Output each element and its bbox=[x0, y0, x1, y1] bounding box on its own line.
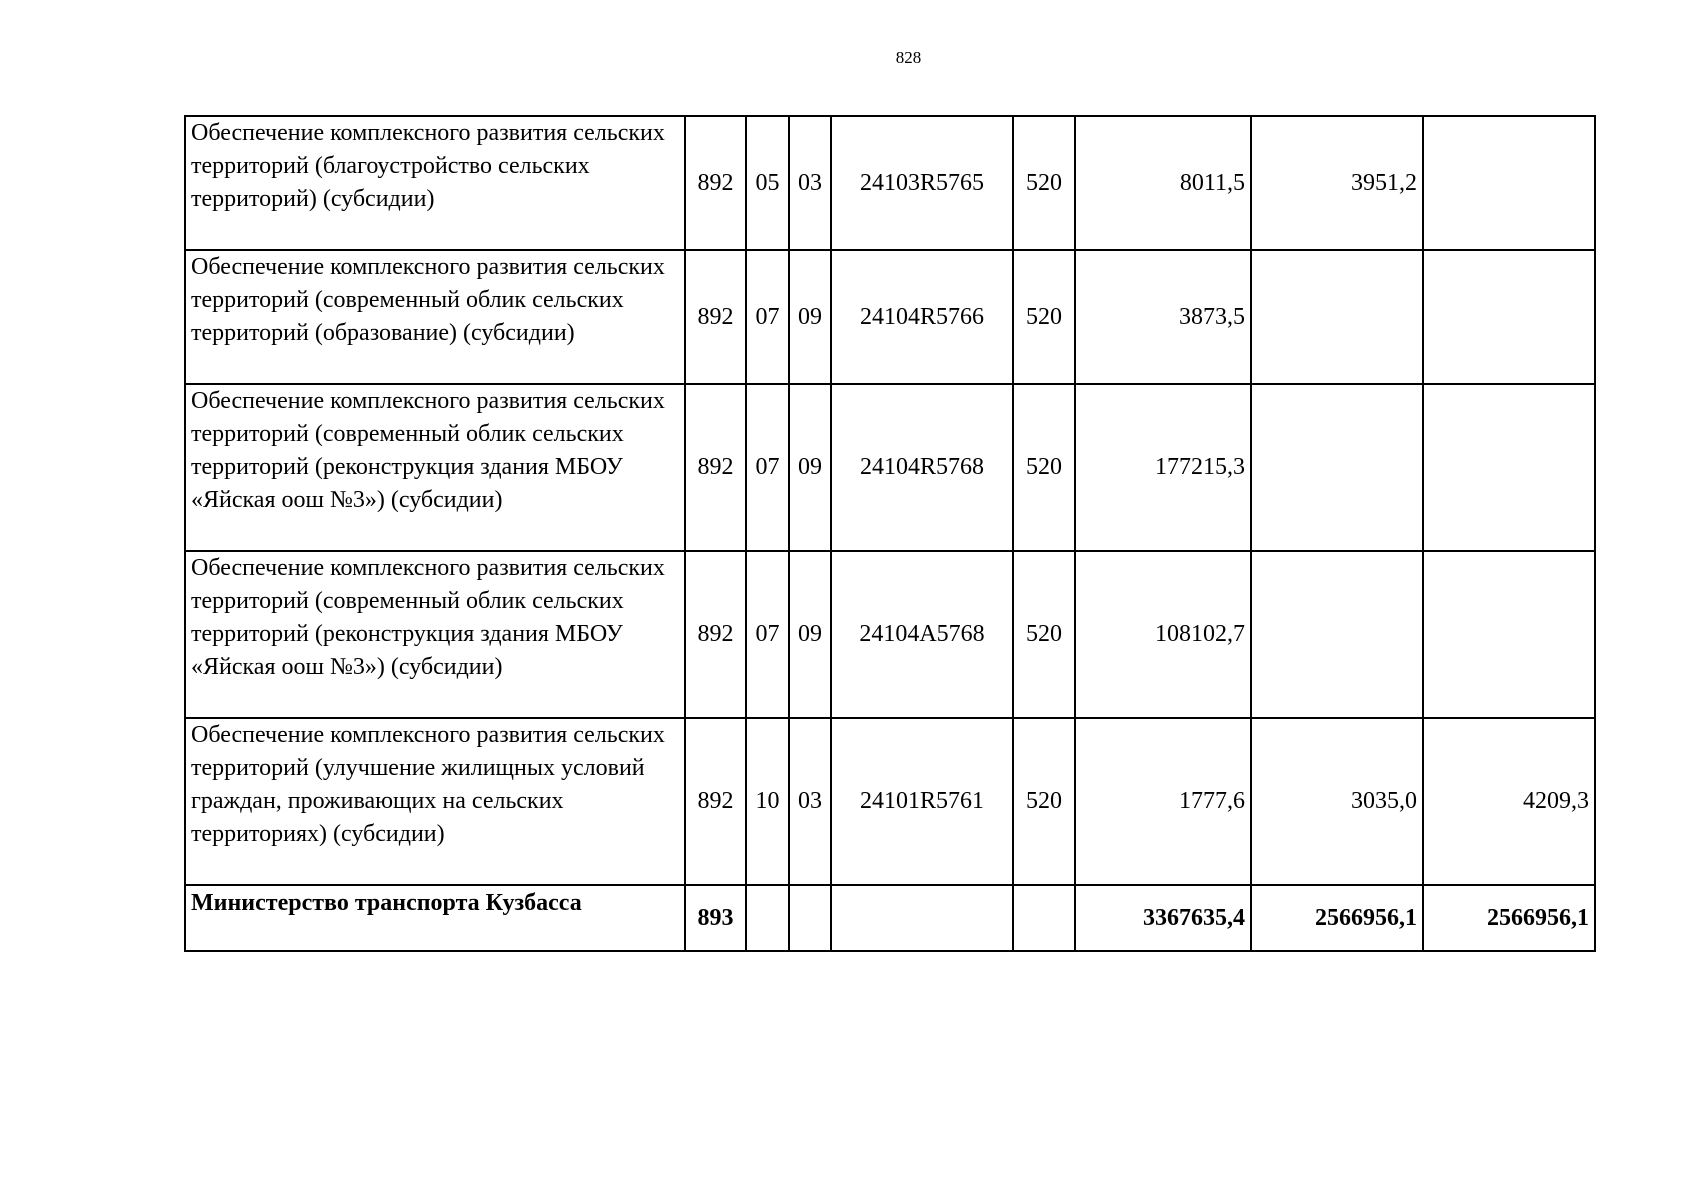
row-name: Обеспечение комплексного развития сельских территорий (современный облик сельских территорий (образование) (субсидии) bbox=[185, 250, 685, 384]
amount-2 bbox=[1251, 250, 1423, 384]
expense-type: 520 bbox=[1013, 384, 1075, 551]
section-code: 10 bbox=[746, 718, 789, 885]
amount-2 bbox=[1251, 551, 1423, 718]
target-article: 24104R5768 bbox=[831, 384, 1013, 551]
section-code: 07 bbox=[746, 551, 789, 718]
row-name: Обеспечение комплексного развития сельских территорий (современный облик сельских территорий (реконструкция здания МБОУ «Яйская оош №3») (субсидии) bbox=[185, 384, 685, 551]
table-row bbox=[185, 250, 1595, 384]
row-name: Обеспечение комплексного развития сельских территорий (улучшение жилищных условий граждан, проживающих на сельских территориях) (субсидии) bbox=[185, 718, 685, 885]
ministry-code: 892 bbox=[685, 250, 746, 384]
subsection-code: 03 bbox=[789, 718, 831, 885]
ministry-code: 892 bbox=[685, 384, 746, 551]
amount-2 bbox=[1251, 384, 1423, 551]
ministry-code: 892 bbox=[685, 116, 746, 250]
table-row-total bbox=[185, 885, 1595, 951]
table-row bbox=[185, 116, 1595, 250]
target-article: 24103R5765 bbox=[831, 116, 1013, 250]
target-article: 24104R5766 bbox=[831, 250, 1013, 384]
row-name: Министерство транспорта Кузбасса bbox=[185, 885, 685, 951]
subsection-code: 09 bbox=[789, 250, 831, 384]
expense-type: 520 bbox=[1013, 116, 1075, 250]
section-code: 05 bbox=[746, 116, 789, 250]
section-code: 07 bbox=[746, 384, 789, 551]
row-name: Обеспечение комплексного развития сельских территорий (современный облик сельских территорий (реконструкция здания МБОУ «Яйская оош №3») (субсидии) bbox=[185, 551, 685, 718]
ministry-code: 892 bbox=[685, 718, 746, 885]
amount-2: 3951,2 bbox=[1251, 116, 1423, 250]
ministry-code: 892 bbox=[685, 551, 746, 718]
subsection-code: 09 bbox=[789, 384, 831, 551]
ministry-code: 893 bbox=[685, 885, 746, 951]
table-row bbox=[185, 718, 1595, 885]
target-article: 24104A5768 bbox=[831, 551, 1013, 718]
table-row bbox=[185, 551, 1595, 718]
amount-3 bbox=[1423, 116, 1595, 250]
subsection-code: 03 bbox=[789, 116, 831, 250]
amount-2: 3035,0 bbox=[1251, 718, 1423, 885]
section-code bbox=[746, 885, 789, 951]
subsection-code bbox=[789, 885, 831, 951]
page-number: 828 bbox=[895, 48, 922, 67]
budget-table bbox=[184, 115, 1596, 952]
table-row bbox=[185, 384, 1595, 551]
expense-type: 520 bbox=[1013, 718, 1075, 885]
row-name: Обеспечение комплексного развития сельских территорий (благоустройство сельских территорий) (субсидии) bbox=[185, 116, 685, 250]
amount-3: 2566956,1 bbox=[1423, 885, 1595, 951]
amount-2: 2566956,1 bbox=[1251, 885, 1423, 951]
target-article bbox=[831, 885, 1013, 951]
amount-3 bbox=[1423, 250, 1595, 384]
expense-type bbox=[1013, 885, 1075, 951]
subsection-code: 09 bbox=[789, 551, 831, 718]
amount-1: 3367635,4 bbox=[1075, 885, 1251, 951]
expense-type: 520 bbox=[1013, 250, 1075, 384]
section-code: 07 bbox=[746, 250, 789, 384]
amount-3: 4209,3 bbox=[1423, 718, 1595, 885]
amount-1: 108102,7 bbox=[1075, 551, 1251, 718]
target-article: 24101R5761 bbox=[831, 718, 1013, 885]
amount-1: 177215,3 bbox=[1075, 384, 1251, 551]
expense-type: 520 bbox=[1013, 551, 1075, 718]
amount-3 bbox=[1423, 384, 1595, 551]
amount-1: 8011,5 bbox=[1075, 116, 1251, 250]
amount-1: 3873,5 bbox=[1075, 250, 1251, 384]
amount-3 bbox=[1423, 551, 1595, 718]
amount-1: 1777,6 bbox=[1075, 718, 1251, 885]
